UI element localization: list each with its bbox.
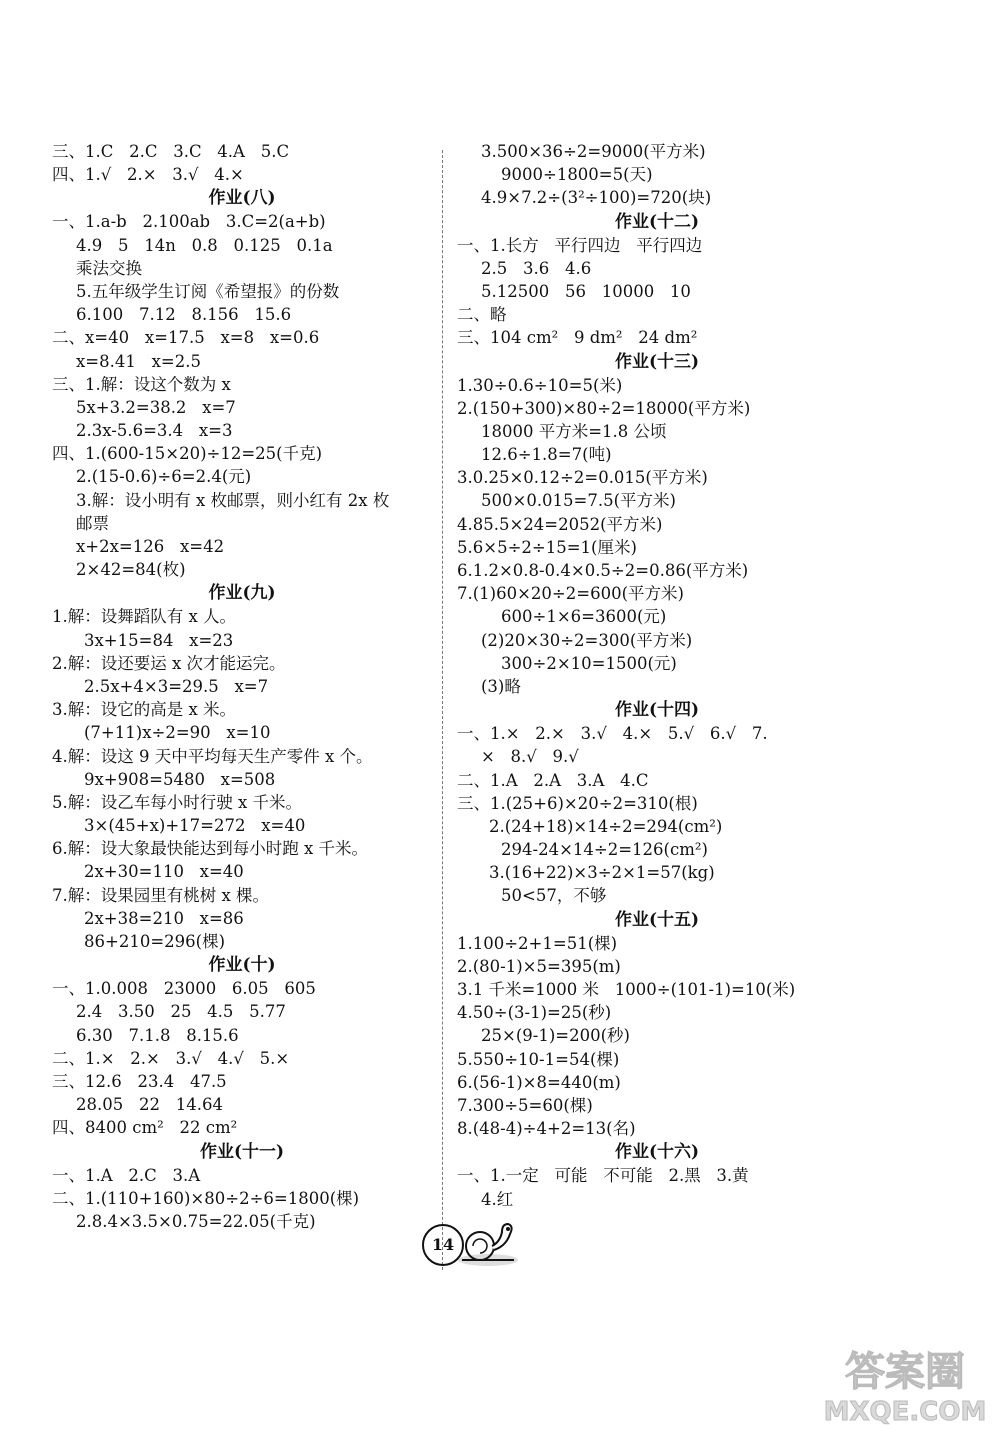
answer-line: 2.(24+18)×14÷2=294(cm²) (489, 816, 723, 836)
answer-line: 3.解：设小明有 x 枚邮票，则小红有 2x 枚 (76, 490, 390, 510)
answer-line: 2.4 3.50 25 4.5 5.77 (76, 1002, 286, 1022)
answer-line: 6.(56-1)×8=440(m) (457, 1072, 621, 1092)
answer-line: 1.30÷0.6÷10=5(米) (457, 375, 623, 395)
left-answer-column (52, 140, 432, 1233)
answer-line: 3.解：设它的高是 x 米。 (52, 700, 237, 720)
answer-line: 一、1.一定 可能 不可能 2.黑 3.黄 (457, 1166, 749, 1186)
answer-line: 二、1.A 2.A 3.A 4.C (457, 770, 649, 790)
answer-line: 三、104 cm² 9 dm² 24 dm² (457, 328, 698, 348)
section-heading: 作业(十) (208, 955, 276, 976)
answer-line: 4.红 (481, 1189, 514, 1209)
answer-line: 三、12.6 23.4 47.5 (52, 1071, 227, 1091)
answer-line: 2.3x-5.6=3.4 x=3 (76, 421, 233, 441)
answer-line: 2.解：设还要运 x 次才能运完。 (52, 653, 286, 673)
answer-line: 2×42=84(枚) (76, 560, 186, 580)
answer-line: 2.(80-1)×5=395(m) (457, 956, 621, 976)
answer-line: x+2x=126 x=42 (76, 537, 225, 556)
answer-line: 四、1.√ 2.× 3.√ 4.× (52, 165, 244, 185)
answer-line: 4.85.5×24=2052(平方米) (457, 514, 663, 534)
column-divider (442, 150, 443, 1270)
answer-line: 25×(9-1)=200(秒) (481, 1026, 630, 1046)
answer-line: 二、x=40 x=17.5 x=8 x=0.6 (52, 328, 320, 348)
section-heading: 作业(十一) (199, 1141, 285, 1162)
section-heading: 作业(十三) (614, 351, 700, 372)
answer-line: 12.6÷1.8=7(吨) (481, 445, 612, 465)
answer-line: 6.30 7.1.8 8.15.6 (76, 1025, 239, 1045)
answer-line: (2)20×30÷2=300(平方米) (481, 630, 693, 650)
answer-line: 三、1.C 2.C 3.C 4.A 5.C (52, 142, 290, 161)
answer-line: 3.0.25×0.12÷2=0.015(平方米) (457, 468, 708, 488)
answer-line: 86+210=296(棵) (84, 932, 226, 951)
answer-line: 3.(16+22)×3÷2×1=57(kg) (489, 863, 715, 883)
answer-line: 6.100 7.12 8.156 15.6 (76, 305, 292, 325)
answer-line: 三、1.(25+6)×20÷2=310(根) (457, 793, 698, 813)
answer-line: 三、1.解：设这个数为 x (52, 374, 231, 394)
answer-line: 5.解：设乙车每小时行驶 x 千米。 (52, 792, 303, 812)
right-answer-column (457, 140, 857, 1211)
answer-line: 一、1.0.008 23000 6.05 605 (52, 979, 316, 999)
answer-line: (3)略 (481, 676, 521, 696)
answer-line: × 8.√ 9.√ (481, 747, 579, 767)
answer-line: 一、1.A 2.C 3.A (52, 1165, 201, 1185)
section-heading: 作业(十四) (614, 700, 700, 721)
section-heading: 作业(十六) (614, 1142, 700, 1163)
answer-line: 7.300÷5=60(棵) (457, 1095, 593, 1115)
answer-line: 5x+3.2=38.2 x=7 (76, 397, 236, 417)
answer-line: 3.500×36÷2=9000(平方米) (481, 142, 706, 161)
answer-line: 2x+38=210 x=86 (84, 908, 244, 928)
answer-line: 4.解：设这 9 天中平均每天生产零件 x 个。 (52, 746, 373, 766)
answer-line: 一、1.× 2.× 3.√ 4.× 5.√ 6.√ 7. (457, 724, 768, 744)
answer-line: 1.100÷2+1=51(棵) (457, 933, 618, 953)
answer-line: 5.12500 56 10000 10 (481, 281, 691, 301)
answer-line: 邮票 (76, 513, 109, 533)
watermark-logo (820, 1340, 990, 1430)
answer-line: 8.(48-4)÷4+2=13(名) (457, 1119, 636, 1139)
answer-line: 500×0.015=7.5(平方米) (481, 491, 676, 511)
watermark-top-text: 答案圈 (845, 1349, 965, 1395)
answer-line: 7.(1)60×20÷2=600(平方米) (457, 584, 684, 604)
answer-line: 一、1.a-b 2.100ab 3.C=2(a+b) (52, 212, 326, 232)
answer-line: 5.五年级学生订阅《希望报》的份数 (76, 281, 340, 301)
answer-line: 二、略 (457, 305, 507, 325)
page-number: 14 (422, 1224, 464, 1266)
answer-line: 600÷1×6=3600(元) (501, 607, 667, 627)
answer-line: (7+11)x÷2=90 x=10 (84, 723, 271, 743)
answer-line: 2.(150+300)×80÷2=18000(平方米) (457, 398, 751, 418)
answer-line: 3.1 千米=1000 米 1000÷(101-1)=10(米) (457, 980, 796, 999)
answer-line: 二、1.(110+160)×80÷2÷6=1800(棵) (52, 1188, 360, 1208)
answer-line: 7.解：设果园里有桃树 x 棵。 (52, 885, 270, 905)
answer-line: 4.9 5 14n 0.8 0.125 0.1a (76, 235, 333, 255)
answer-line: 9000÷1800=5(天) (501, 165, 653, 185)
answer-line: 18000 平方米=1.8 公顷 (481, 421, 667, 441)
answer-line: 2.5x+4×3=29.5 x=7 (84, 676, 269, 696)
answer-line: 4.50÷(3-1)=25(秒) (457, 1003, 612, 1023)
answer-line: 二、1.× 2.× 3.√ 4.√ 5.× (52, 1048, 290, 1068)
answer-line: 6.1.2×0.8-0.4×0.5÷2=0.86(平方米) (457, 561, 749, 580)
answer-line: 6.解：设大象最快能达到每小时跑 x 千米。 (52, 839, 369, 859)
section-heading: 作业(八) (208, 188, 276, 209)
answer-line: 2.(15-0.6)÷6=2.4(元) (76, 467, 252, 487)
section-heading: 作业(十二) (614, 211, 700, 232)
section-heading: 作业(十五) (614, 909, 700, 930)
answer-line: 294-24×14÷2=126(cm²) (501, 840, 708, 860)
watermark-bottom-text: MXQE.COM (823, 1397, 987, 1427)
answer-line: 乘法交换 (76, 258, 142, 278)
answer-line: 50<57，不够 (501, 886, 607, 906)
answer-line: 9x+908=5480 x=508 (84, 769, 276, 789)
answer-line: 3×(45+x)+17=272 x=40 (84, 816, 306, 836)
answer-line: 5.550÷10-1=54(棵) (457, 1049, 620, 1069)
answer-line: x=8.41 x=2.5 (76, 351, 201, 371)
answer-line: 2.5 3.6 4.6 (481, 258, 592, 278)
answer-line: 300÷2×10=1500(元) (501, 653, 677, 673)
answer-line: 四、1.(600-15×20)÷12=25(千克) (52, 444, 323, 464)
answer-line: 一、1.长方 平行四边 平行四边 (457, 235, 703, 255)
answer-line: 四、8400 cm² 22 cm² (52, 1118, 238, 1138)
answer-line: 3x+15=84 x=23 (84, 630, 234, 650)
answer-line: 1.解：设舞蹈队有 x 人。 (52, 607, 237, 627)
answer-line: 5.6×5÷2÷15=1(厘米) (457, 537, 637, 557)
answer-line: 2x+30=110 x=40 (84, 862, 244, 882)
answer-line: 28.05 22 14.64 (76, 1095, 223, 1115)
section-heading: 作业(九) (208, 583, 276, 604)
answer-line: 4.9×7.2÷(3²÷100)=720(块) (481, 188, 712, 208)
answer-line: 2.8.4×3.5×0.75=22.05(千克) (76, 1211, 316, 1231)
